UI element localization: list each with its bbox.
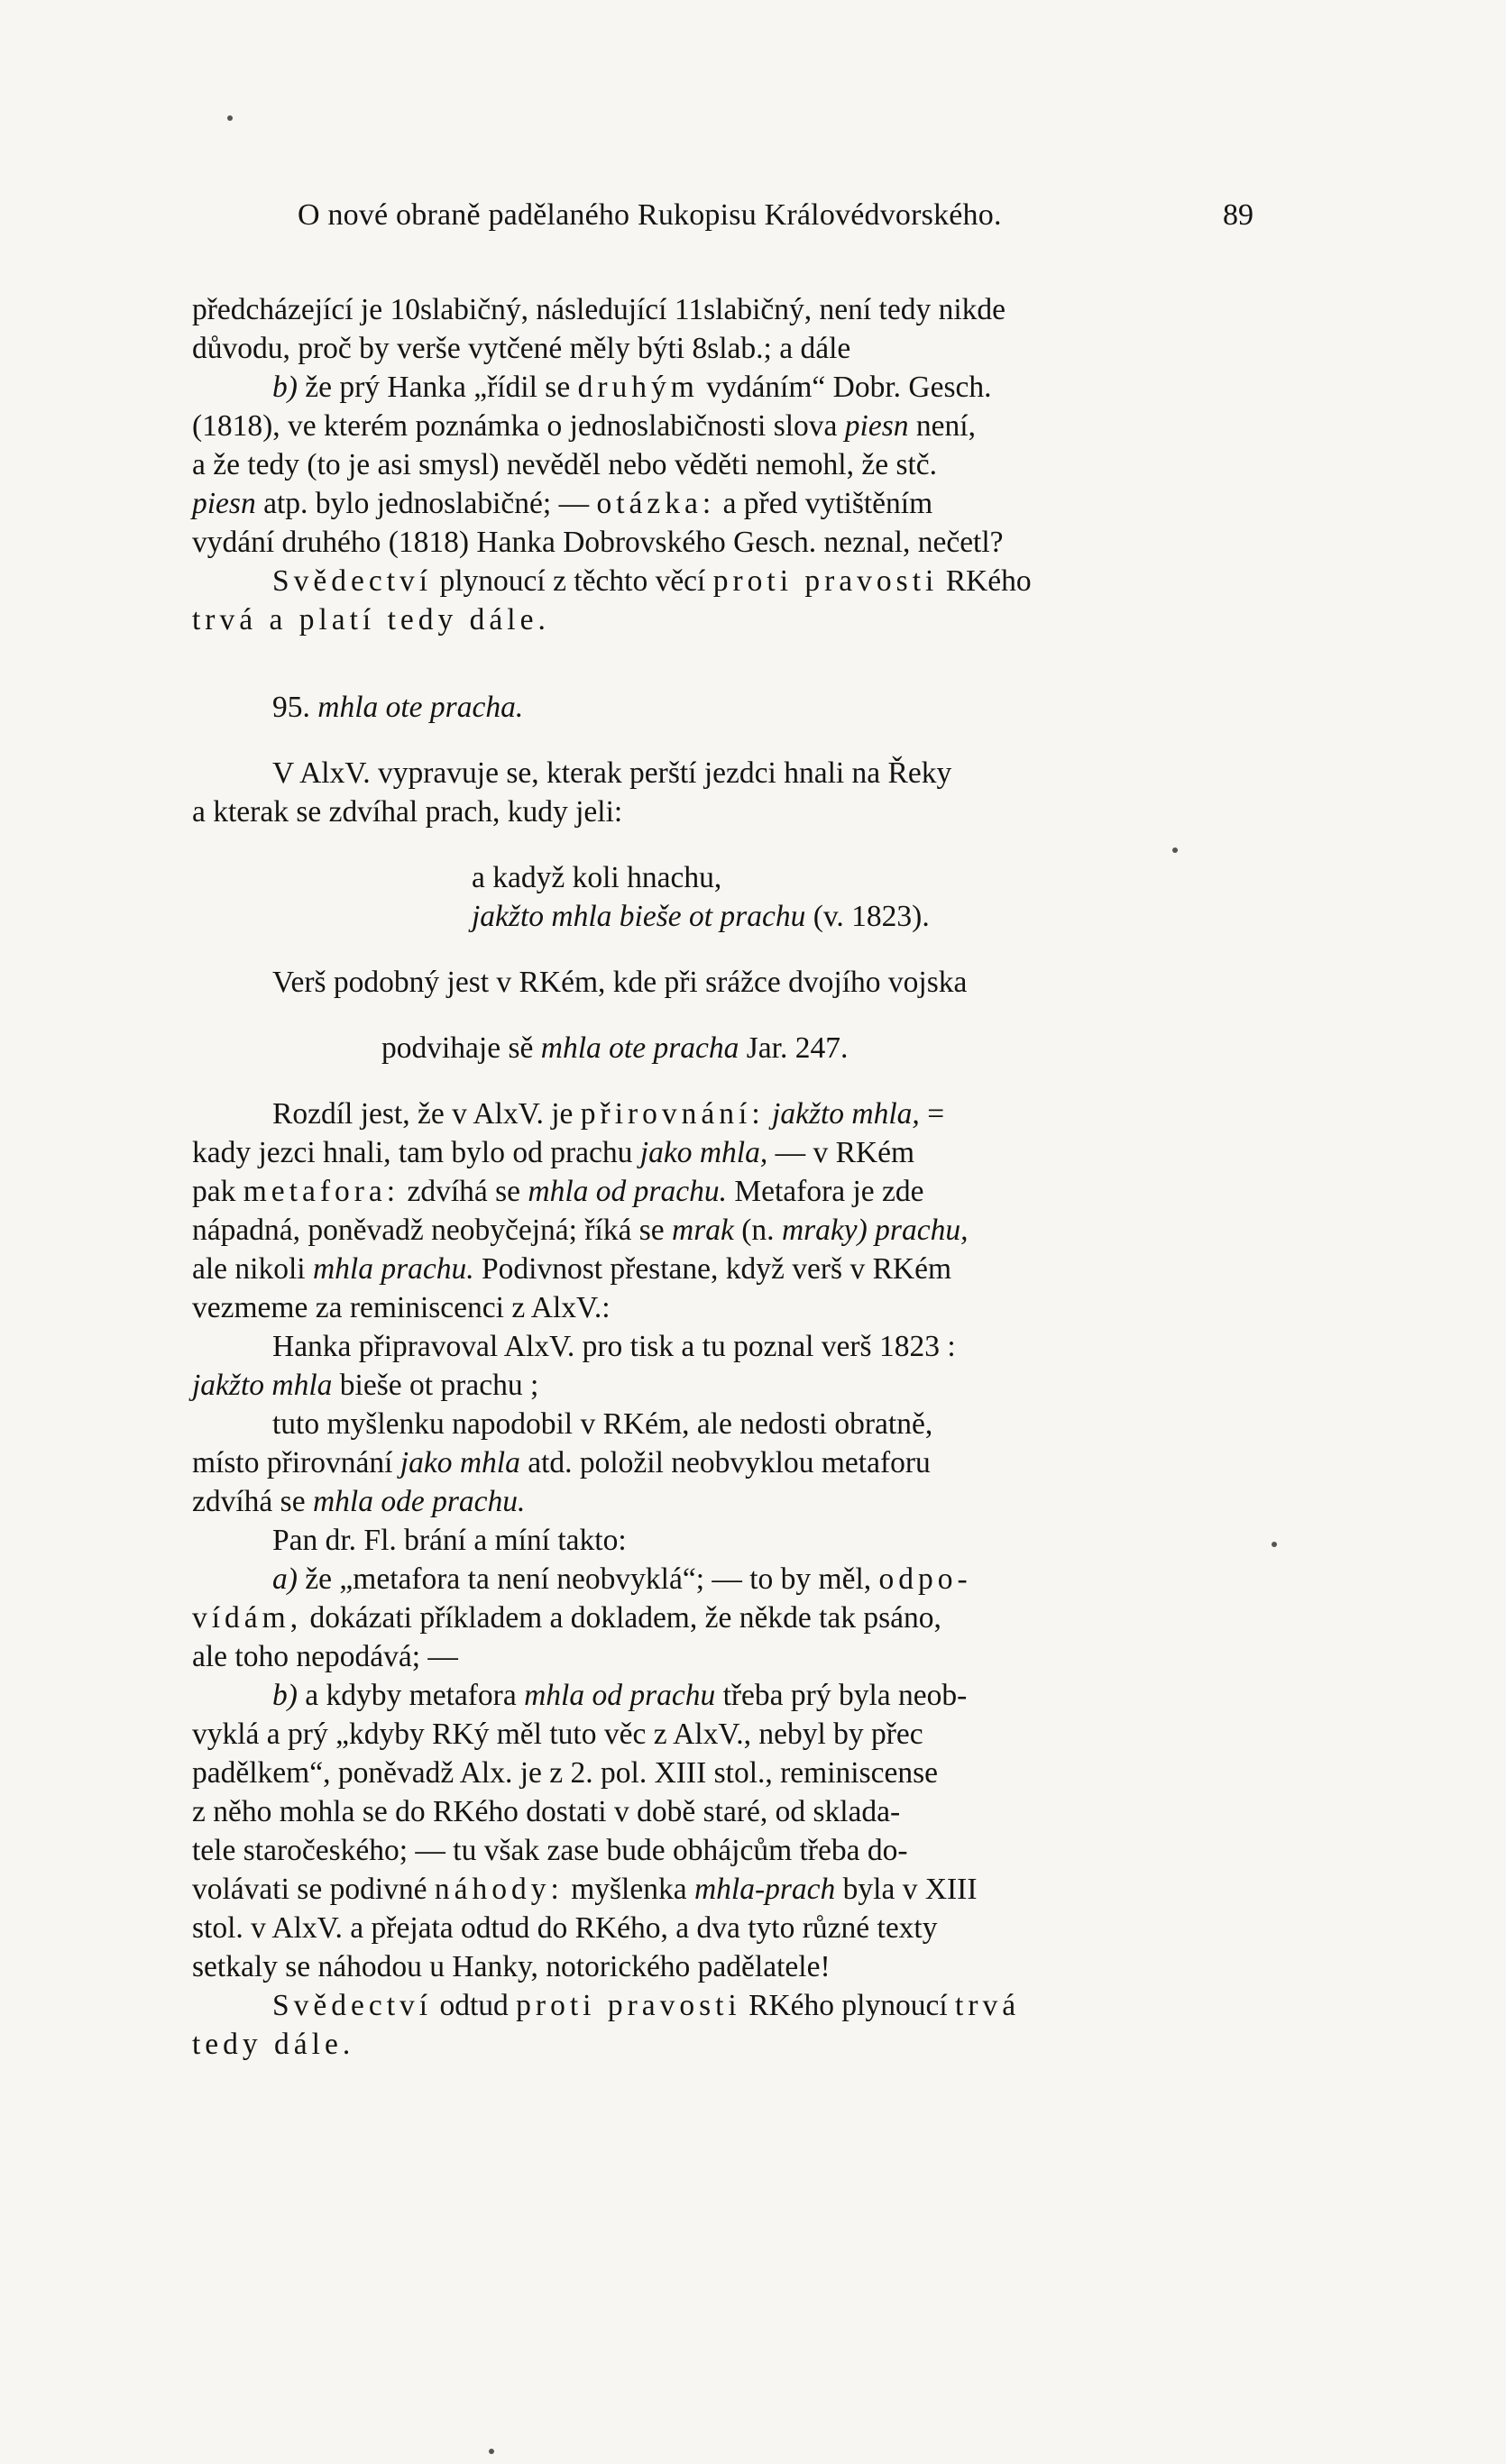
paragraph [192, 1521, 1247, 1986]
text-line: a) že „metafora ta není neobvyklá“; — to by měl, odpo- [272, 1562, 972, 1596]
text-line: tedy dále. [192, 2028, 355, 2061]
text-line: ale toho nepodává; — [192, 1640, 458, 1673]
text-line: piesn atp. bylo jednoslabičné; — otázka: a před vytištěním [192, 487, 933, 520]
text-line: vydání druhého (1818) Hanka Dobrovského Gesch. neznal, nečetl? [192, 526, 1004, 559]
text-line: V AlxV. vypravuje se, kterak perští jezdci hnali na Řeky [272, 756, 952, 790]
text-line: vídám, dokázati příkladem a dokladem, že někde tak psáno, [192, 1601, 941, 1635]
text-line: b) že prý Hanka „řídil se druhým vydáním“ Dobr. Gesch. [272, 371, 992, 404]
paragraph-continuation [192, 290, 1247, 639]
paragraph [192, 754, 1247, 1067]
section-heading: 95. mhla ote pracha. [272, 691, 524, 724]
print-speck [1172, 847, 1178, 853]
page-header [180, 198, 1253, 252]
print-speck [227, 115, 233, 121]
text-line: nápadná, poněvadž neobyčejná; říká se mrak (n. mraky) prachu, [192, 1214, 969, 1247]
text-line: a že tedy (to je asi smysl) nevěděl nebo věděti nemohl, že stč. [192, 448, 938, 481]
text-line: místo přirovnání jako mhla atd. položil neobvyklou metaforu [192, 1446, 931, 1479]
text-line: trvá a platí tedy dále. [192, 603, 550, 637]
text-line: tele staročeského; — tu však zase bude obhájcům třeba do- [192, 1834, 908, 1867]
paragraph [192, 1095, 1247, 1327]
text-line: kady jezci hnali, tam bylo od prachu jako mhla, — v RKém [192, 1136, 915, 1169]
spacer [192, 1002, 1247, 1029]
text-line: Hanka připravoval AlxV. pro tisk a tu poznal verš 1823 : [272, 1330, 956, 1363]
text-line: Verš podobný jest v RKém, kde při srážce dvojího vojska [272, 966, 968, 999]
text-line: vezmeme za reminiscenci z AlxV.: [192, 1291, 611, 1324]
text-line: padělkem“, poněvadž Alx. je z 2. pol. XIII stol., reminiscense [192, 1756, 939, 1790]
text-line: Rozdíl jest, že v AlxV. je přirovnání: jakžto mhla, = [272, 1097, 945, 1131]
spacer [192, 727, 1247, 754]
paragraph [192, 1327, 1247, 1521]
text-line: (1818), ve kterém poznámka o jednoslabičnosti slova piesn není, [192, 409, 976, 443]
text-line: vyklá a prý „kdyby RKý měl tuto věc z AlxV., nebyl by přec [192, 1717, 923, 1751]
text-line: Pan dr. Fl. brání a míní takto: [272, 1524, 627, 1557]
verse-line: a kadyž koli hnachu, [472, 861, 722, 894]
text-line: volávati se podivné náhody: myšlenka mhla-prach byla v XIII [192, 1873, 978, 1906]
text-line: tuto myšlenku napodobil v RKém, ale nedosti obratně, [272, 1407, 933, 1441]
page-body [192, 290, 1247, 2064]
text-line: b) a kdyby metafora mhla od prachu třeba prý byla neob- [272, 1679, 968, 1712]
text-line: stol. v AlxV. a přejata odtud do RKého, a dva tyto různé texty [192, 1911, 938, 1945]
text-line: z něho mohla se do RKého dostati v době staré, od sklada- [192, 1795, 901, 1828]
running-title: O nové obraně padělaného Rukopisu Královédvorského. [298, 198, 1002, 232]
text-line: zdvíhá se mhla ode prachu. [192, 1485, 526, 1518]
text-line: důvodu, proč by verše vytčené měly býti 8slab.; a dále [192, 332, 851, 365]
text-line: Svědectví odtud proti pravosti RKého plynoucí trvá [272, 1989, 1021, 2022]
text-line: pak metafora: zdvíhá se mhla od prachu. Metafora je zde [192, 1175, 924, 1208]
verse-line: jakžto mhla bieše ot prachu (v. 1823). [472, 900, 930, 933]
text-line: a kterak se zdvíhal prach, kudy jeli: [192, 795, 623, 829]
text-line: jakžto mhla bieše ot prachu ; [192, 1369, 539, 1402]
page-number: 89 [1223, 198, 1253, 232]
verse-line: podvihaje sě mhla ote pracha Jar. 247. [381, 1031, 849, 1065]
spacer [192, 639, 1247, 688]
spacer [192, 936, 1247, 963]
print-speck [489, 2449, 494, 2454]
text-line: předcházející je 10slabičný, následující 11slabičný, není tedy nikde [192, 293, 1006, 326]
spacer [192, 1067, 1247, 1095]
spacer [192, 831, 1247, 858]
text-line: setkaly se náhodou u Hanky, notorického padělatele! [192, 1950, 831, 1983]
text-line: ale nikoli mhla prachu. Podivnost přestane, když verš v RKém [192, 1252, 952, 1286]
paragraph [192, 1986, 1247, 2064]
print-speck [1272, 1542, 1277, 1547]
text-line: Svědectví plynoucí z těchto věcí proti pravosti RKého [272, 564, 1032, 598]
